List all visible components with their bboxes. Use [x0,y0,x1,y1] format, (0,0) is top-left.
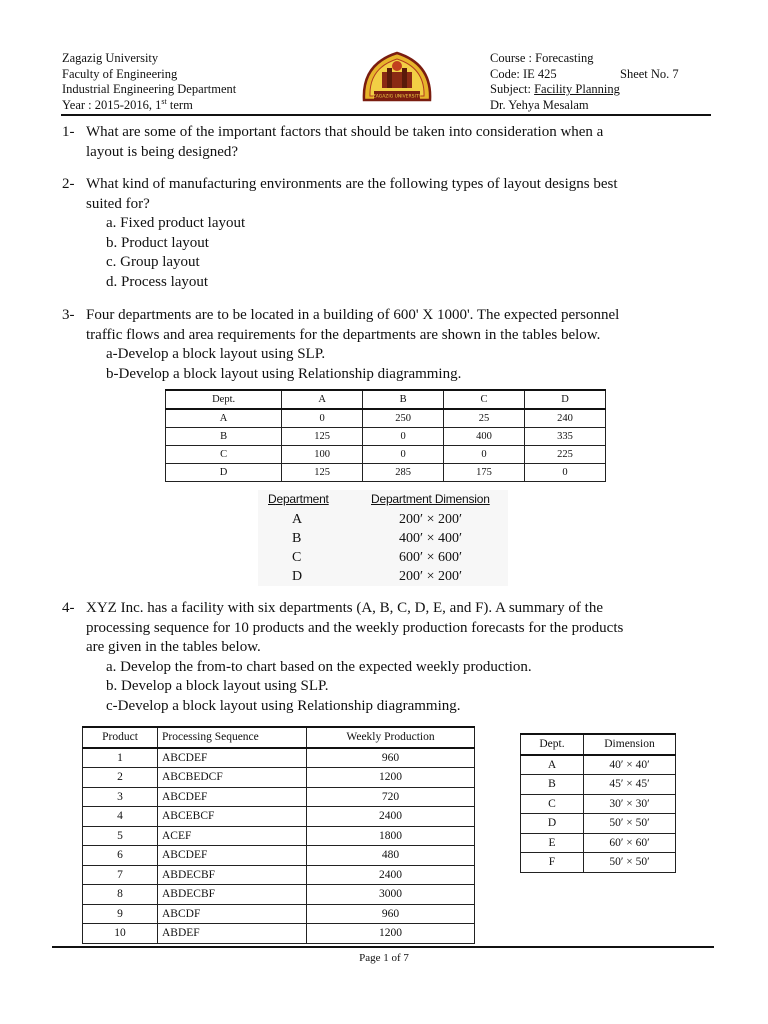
table-cell: 45′ × 45′ [584,775,676,795]
table-cell: 0 [363,428,444,446]
table-cell: 285 [363,464,444,482]
table-cell: 9 [83,904,158,924]
question-1 [62,123,722,162]
list-item: a. Develop the from-to chart based on the expected weekly production. [106,658,532,675]
table-cell: ABCBEDCF [158,768,307,788]
table-cell: 480 [307,846,475,866]
dept-letter: D [292,569,303,584]
table-cell: 50′ × 50′ [584,814,676,834]
header-right [490,51,720,113]
table-cell: 40′ × 40′ [584,755,676,775]
table-cell: ABDECBF [158,865,307,885]
list-item: a. Fixed product layout [106,215,246,231]
column-header: A [282,390,363,409]
table-header-row [83,727,475,748]
table-cell: B [521,775,584,795]
table-cell: 2400 [307,807,475,827]
question-number: 4- [62,600,75,616]
table-cell: 0 [282,409,363,428]
list-item: b-Develop a block layout using Relationship diagramming. [106,365,462,382]
question-number: 2- [62,176,75,192]
column-header: Product [83,727,158,748]
dept-dimension: 400′ × 400′ [399,531,463,546]
dept-dimension: 200′ × 200′ [399,569,463,584]
table-cell: D [521,814,584,834]
list-item: c-Develop a block layout using Relationship diagramming. [106,697,461,714]
department-name: Industrial Engineering Department [62,82,237,96]
logo-emblem-icon [360,50,434,106]
table-cell: ABCDEF [158,787,307,807]
subject-name: Facility Planning [534,82,620,96]
product-sequence-table [82,726,475,944]
table-header-row [521,734,676,755]
table-cell: 125 [282,428,363,446]
table-cell: 960 [307,904,475,924]
table-row [521,814,676,834]
table-cell: 10 [83,924,158,944]
column-header: C [444,390,525,409]
table-cell: 1200 [307,924,475,944]
table-cell: ABCDEF [158,748,307,768]
table-row [83,885,475,905]
question-text: What kind of manufacturing environments are the following types of layout designs best suited for? [86,176,618,212]
table-cell: 2 [83,768,158,788]
table-cell: 3 [83,787,158,807]
dept-dimension: 200′ × 200′ [399,512,463,527]
table-row [83,826,475,846]
column-header: Dept. [166,390,282,409]
table-cell: C [166,446,282,464]
table-cell: 400 [444,428,525,446]
dimension-header: Department Dimension [371,492,490,506]
dept-dimension: 600′ × 600′ [399,550,463,565]
list-item: b. Product layout [106,234,209,251]
table-cell: 225 [525,446,606,464]
table-row [83,924,475,944]
table-cell: 1200 [307,768,475,788]
table-cell: ABCDF [158,904,307,924]
footer-divider [52,946,714,948]
dept-letter: B [292,531,302,546]
table-row [166,428,606,446]
table-row [166,464,606,482]
table-cell: ABCEBCF [158,807,307,827]
table-cell: 3000 [307,885,475,905]
table-cell: 1 [83,748,158,768]
table-cell: 8 [83,885,158,905]
question-2 [62,175,722,292]
subject-line: Subject: Facility Planning [490,82,620,96]
table-cell: C [521,794,584,814]
university-logo [360,50,434,106]
table-cell: A [521,755,584,775]
question-3 [62,306,722,384]
table-cell: ABDECBF [158,885,307,905]
table-cell: 5 [83,826,158,846]
table-cell: ACEF [158,826,307,846]
table-cell: 250 [363,409,444,428]
table-cell: 6 [83,846,158,866]
table-row [83,865,475,885]
column-header: Processing Sequence [158,727,307,748]
table-row [83,846,475,866]
table-row [83,787,475,807]
column-header: Dept. [521,734,584,755]
code-line [490,67,720,83]
course-name: Course : Forecasting [490,51,594,65]
column-header: D [525,390,606,409]
table-cell: ABDEF [158,924,307,944]
list-item: b. Develop a block layout using SLP. [106,678,329,694]
instructor-name: Dr. Yehya Mesalam [490,97,589,112]
department-dimension-table [520,733,676,873]
table-cell: 100 [282,446,363,464]
table-row [521,833,676,853]
department-dimension-list [258,490,508,586]
table-cell: 0 [444,446,525,464]
option-list [106,214,722,292]
question-text: What are some of the important factors that should be taken into consideration when a layout is being designed? [86,124,604,160]
column-header: Weekly Production [307,727,475,748]
question-number: 3- [62,307,75,323]
question-text: XYZ Inc. has a facility with six departments (A, B, C, D, E, and F). A summary of the processing sequence for 10 products and the weekly production forecasts for the products are given in the tables below. [86,600,624,655]
page-number: Page 1 of 7 [359,952,409,964]
table-cell: 240 [525,409,606,428]
table-cell: 30′ × 30′ [584,794,676,814]
university-name: Zagazig University [62,51,159,65]
traffic-flow-table [165,389,606,482]
table-row [521,794,676,814]
table-header-row [166,390,606,409]
table-cell: 4 [83,807,158,827]
table-cell: 1800 [307,826,475,846]
sheet-number: Sheet No. 7 [620,66,679,81]
question-4 [62,599,722,716]
academic-year: Year : 2015-2016, 1st term [62,96,193,112]
dept-letter: A [292,512,303,527]
question-number: 1- [62,124,75,140]
table-row [83,748,475,768]
table-cell: 720 [307,787,475,807]
question-text: Four departments are to be located in a building of 600' X 1000'. The expected personnel traffic flows and area requirements for the departments are shown in the tables below. [86,307,620,343]
list-item: c. Group layout [106,254,200,270]
table-row [83,768,475,788]
table-row [83,807,475,827]
table-row [83,904,475,924]
table-cell: 2400 [307,865,475,885]
dept-letter: C [292,550,302,565]
table-cell: 7 [83,865,158,885]
table-cell: 60′ × 60′ [584,833,676,853]
table-cell: 0 [525,464,606,482]
header-divider [61,114,711,116]
table-cell: D [166,464,282,482]
faculty-name: Faculty of Engineering [62,66,178,81]
table-row [521,755,676,775]
column-header: Dimension [584,734,676,755]
table-cell: 960 [307,748,475,768]
header-left [62,51,236,113]
option-list [106,345,722,384]
list-item: a-Develop a block layout using SLP. [106,346,326,362]
logo-text: ZAGAZIG UNIVERSITY [372,94,422,100]
table-row [521,853,676,873]
column-header: B [363,390,444,409]
table-cell: 335 [525,428,606,446]
table-cell: 50′ × 50′ [584,853,676,873]
table-cell: B [166,428,282,446]
table-cell: 175 [444,464,525,482]
table-cell: 125 [282,464,363,482]
table-row [166,446,606,464]
table-cell: A [166,409,282,428]
table-row [166,409,606,428]
table-cell: 0 [363,446,444,464]
list-item: d. Process layout [106,273,209,290]
course-code: Code: IE 425 [490,66,557,81]
table-cell: F [521,853,584,873]
table-row [521,775,676,795]
option-list [106,658,722,717]
table-cell: E [521,833,584,853]
department-header: Department [268,492,329,506]
table-cell: ABCDEF [158,846,307,866]
table-cell: 25 [444,409,525,428]
